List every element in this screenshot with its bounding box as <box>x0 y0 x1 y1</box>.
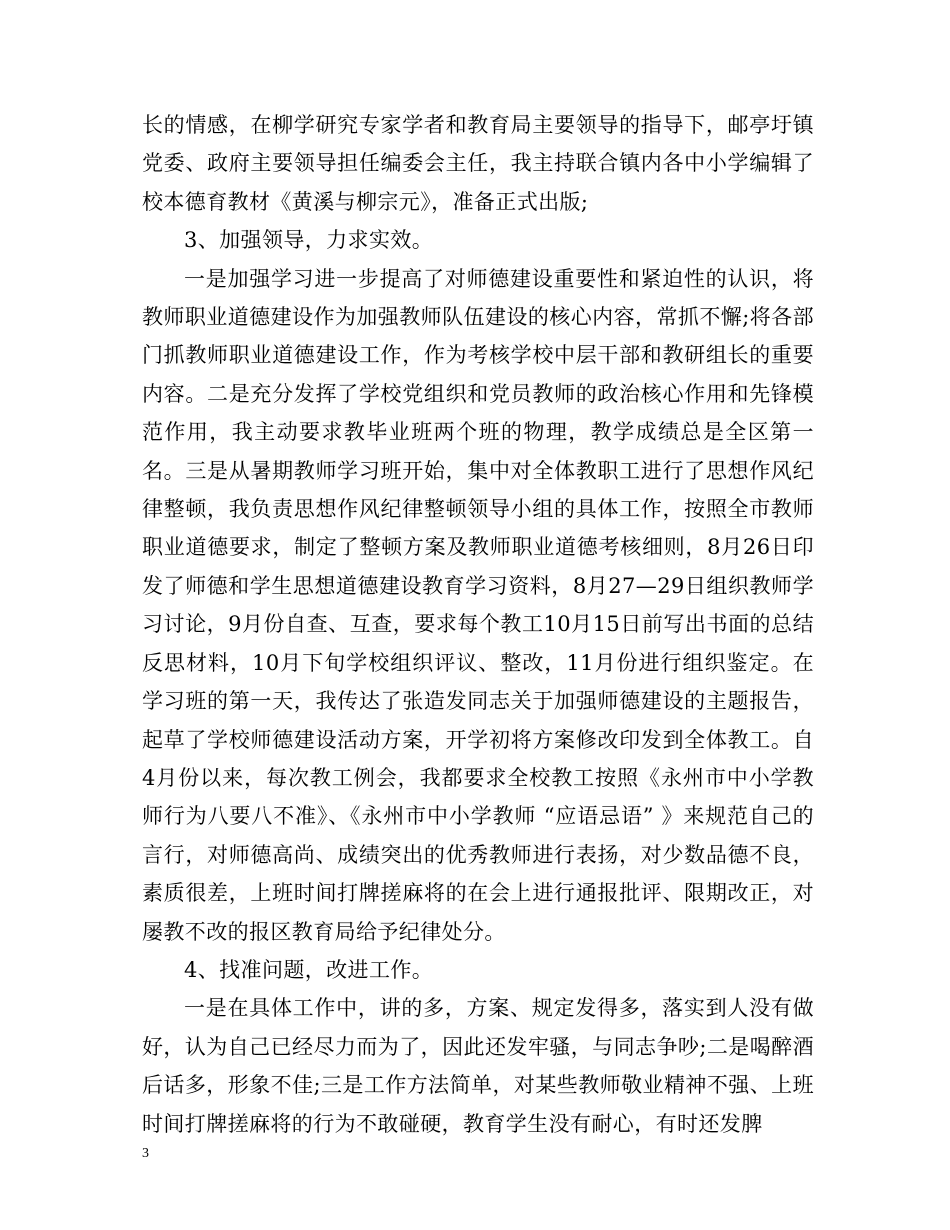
paragraph-problems: 一是在具体工作中，讲的多，方案、规定发得多，落实到人没有做好，认为自己已经尽力而为了，因此还发牢骚，与同志争吵;二是喝醉酒后话多，形象不佳;三是工作方法简单，对某些教师敬业精神不强、上班时间打牌搓麻将的行为不敢碰硬，教育学生没有耐心，有时还发脾 <box>142 996 814 1136</box>
section-heading-3: 3、加强领导，力求实效。 <box>184 228 434 253</box>
paragraph-leadership: 一是加强学习进一步提高了对师德建设重要性和紧迫性的认识，将教师职业道德建设作为加强教师队伍建设的核心内容，常抓不懈;将各部门抓教师职业道德建设工作，作为考核学校中层干部和教研组长的重要内容。二是充分发挥了学校党组织和党员教师的政治核心作用和先锋模范作用，我主动要求教毕业班两个班的物理，教学成绩总是全区第一名。三是从暑期教师学习班开始，集中对全体教职工进行了思想作风纪律整顿，我负责思想作风纪律整顿领导小组的具体工作，按照全市教师职业道德要求，制定了整顿方案及教师职业道德考核细则，8月26日印发了师德和学生思想道德建设教育学习资料，8月27—29日组织教师学习讨论，9月份自查、互查，要求每个教工10月15日前写出书面的总结反思材料，10月下旬学校组织评议、整改，11月份进行组织鉴定。在学习班的第一天，我传达了张造发同志关于加强师德建设的主题报告，起草了学校师德建设活动方案，开学初将方案修改印发到全体教工。自4月份以来，每次教工例会，我都要求全校教工按照《永州市中小学教师行为八要八不准》、《永州市中小学教师 “应语忌语” 》来规范自己的言行，对师德高尚、成绩突出的优秀教师进行表扬，对少数品德不良，素质很差，上班时间打牌搓麻将的在会上进行通报批评、限期改正，对屡教不改的报区教育局给予纪律处分。 <box>142 266 814 944</box>
page-number: 3 <box>142 1146 149 1161</box>
body-text <box>142 106 814 1143</box>
section-heading-4: 4、找准问题，改进工作。 <box>184 957 434 982</box>
paragraph-continuation: 长的情感，在柳学研究专家学者和教育局主要领导的指导下，邮亭圩镇党委、政府主要领导担任编委会主任，我主持联合镇内各中小学编辑了校本德育教材《黄溪与柳宗元》，准备正式出版; <box>142 113 814 214</box>
